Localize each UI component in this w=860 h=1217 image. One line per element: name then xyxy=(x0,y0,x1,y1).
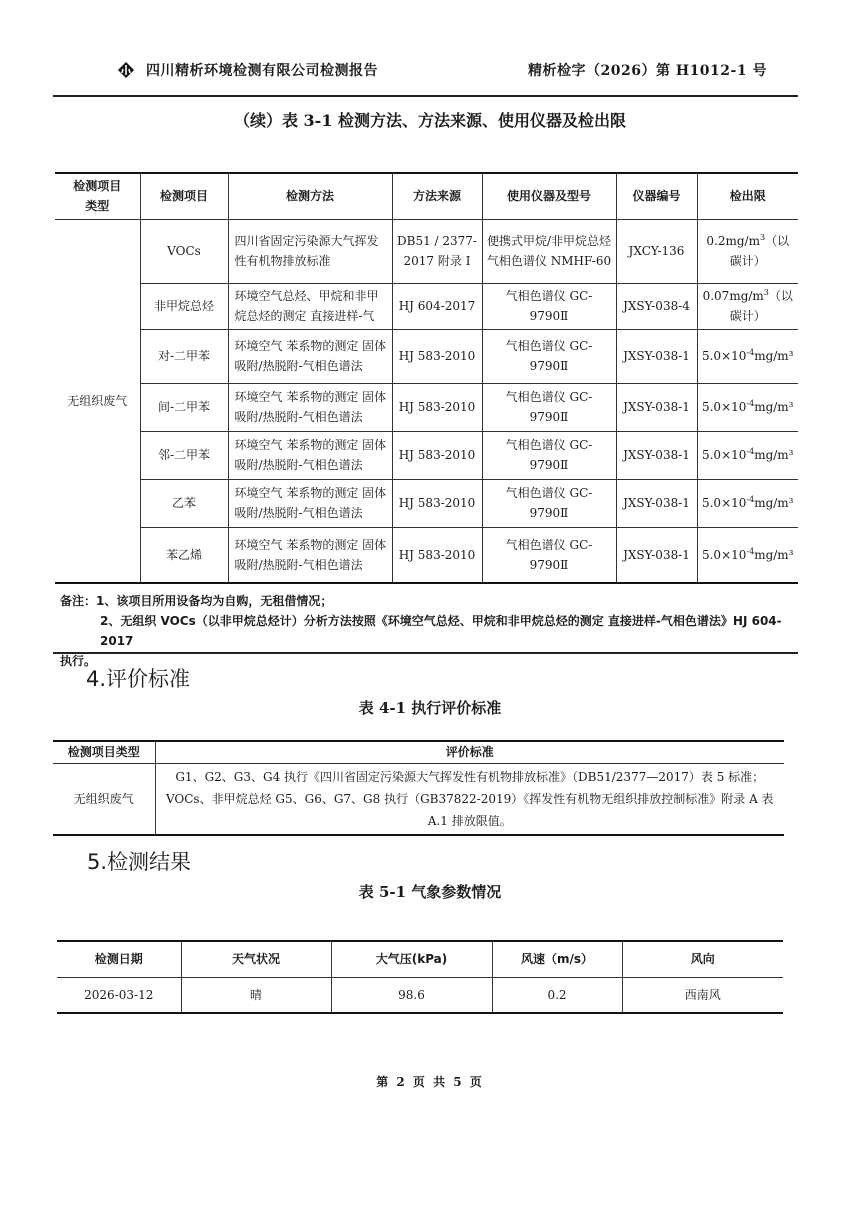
instrument-no-cell: JXSY-038-1 xyxy=(616,527,697,583)
instrument-no-cell: JXSY-038-4 xyxy=(616,283,697,329)
table-row xyxy=(55,219,798,283)
limit-exponent: -4 xyxy=(746,348,755,357)
source-cell: HJ 583-2010 xyxy=(392,329,482,383)
instrument-no-cell: JXSY-038-1 xyxy=(616,329,697,383)
table-row xyxy=(55,527,798,583)
method-cell: 环境空气总烃、甲烷和非甲烷总烃的测定 直接进样-气 xyxy=(228,283,392,329)
note-1: 备注：1、该项目所用设备均为自购，无租借情况； xyxy=(60,594,333,608)
method-cell: 环境空气 苯系物的测定 固体吸附/热脱附-气相色谱法 xyxy=(228,431,392,479)
standard-line-1: G1、G2、G3、G4 执行《四川省固定污染源大气挥发性有机物排放标准》（DB51/2377—2017）表 5 标准； xyxy=(175,769,765,784)
table-5-1 xyxy=(57,940,783,1014)
item-cell: 邻-二甲苯 xyxy=(140,431,228,479)
header-method: 检测方法 xyxy=(228,173,392,219)
instrument-cell: 气相色谱仪 GC-9790Ⅱ xyxy=(482,479,616,527)
table-4-1 xyxy=(53,740,784,836)
date-cell: 2026-03-12 xyxy=(57,977,181,1013)
header-instrument-no: 仪器编号 xyxy=(616,173,697,219)
pressure-cell: 98.6 xyxy=(331,977,492,1013)
table-4-1-title: 表 4-1 执行评价标准 xyxy=(358,699,502,717)
instrument-cell: 气相色谱仪 GC-9790Ⅱ xyxy=(482,283,616,329)
method-cell: 环境空气 苯系物的测定 固体吸附/热脱附-气相色谱法 xyxy=(228,329,392,383)
method-cell: 四川省固定污染源大气挥发性有机物排放标准 xyxy=(228,219,392,283)
limit-unit: （以碳计） xyxy=(729,234,790,268)
instrument-no-cell: JXCY-136 xyxy=(616,219,697,283)
limit-exponent: -4 xyxy=(746,447,755,456)
method-cell: 环境空气 苯系物的测定 固体吸附/热脱附-气相色谱法 xyxy=(228,479,392,527)
detection-limit-cell xyxy=(697,283,798,329)
table-row xyxy=(55,431,798,479)
method-cell: 环境空气 苯系物的测定 固体吸附/热脱附-气相色谱法 xyxy=(228,383,392,431)
table-row xyxy=(55,329,798,383)
limit-exponent: 3 xyxy=(763,288,769,297)
header-standard: 评价标准 xyxy=(155,741,784,763)
category-cell: 无组织废气 xyxy=(53,763,155,835)
table-row xyxy=(55,283,798,329)
instrument-no-cell: JXSY-038-1 xyxy=(616,479,697,527)
header-item: 检测项目 xyxy=(140,173,228,219)
source-cell: HJ 583-2010 xyxy=(392,383,482,431)
instrument-no-cell: JXSY-038-1 xyxy=(616,383,697,431)
table-5-1-title: 表 5-1 气象参数情况 xyxy=(358,883,502,901)
standard-line-2: VOCs、非甲烷总烃 G5、G6、G7、G8 执行（GB37822-2019）《挥发性有机物无组织排放控制标准》附录 A 表 A.1 排放限值。 xyxy=(165,791,774,828)
detection-limit-cell xyxy=(697,431,798,479)
detection-limit-cell xyxy=(697,329,798,383)
header-source: 方法来源 xyxy=(392,173,482,219)
header-pressure: 大气压(kPa) xyxy=(331,941,492,977)
limit-unit: mg/m³ xyxy=(754,547,794,562)
header-category: 检测项目类型 xyxy=(55,173,140,219)
header-wind-direction: 风向 xyxy=(622,941,783,977)
wind-direction-cell: 西南风 xyxy=(622,977,783,1013)
note-2-continued: 执行。 xyxy=(60,654,97,668)
table-header-row xyxy=(53,741,784,763)
source-cell: HJ 583-2010 xyxy=(392,527,482,583)
wind-speed-cell: 0.2 xyxy=(492,977,622,1013)
header-category: 检测项目类型 xyxy=(53,741,155,763)
header-date: 检测日期 xyxy=(57,941,181,977)
limit-value: 5.0×10 xyxy=(701,448,747,462)
company-logo-icon xyxy=(118,62,134,78)
table-header-row xyxy=(55,173,798,219)
item-cell: 乙苯 xyxy=(140,479,228,527)
detection-limit-cell xyxy=(697,219,798,283)
instrument-cell: 气相色谱仪 GC-9790Ⅱ xyxy=(482,527,616,583)
item-cell: VOCs xyxy=(140,219,228,283)
table-3-1 xyxy=(55,172,798,584)
limit-exponent: -4 xyxy=(746,399,755,408)
table-row xyxy=(55,383,798,431)
header-instrument: 使用仪器及型号 xyxy=(482,173,616,219)
limit-unit: mg/m³ xyxy=(754,400,794,414)
instrument-cell: 气相色谱仪 GC-9790Ⅱ xyxy=(482,431,616,479)
detection-limit-cell xyxy=(697,479,798,527)
table-row xyxy=(57,977,783,1013)
detection-limit-cell xyxy=(697,383,798,431)
header-detection-limit: 检出限 xyxy=(697,173,798,219)
source-cell: DB51 / 2377-2017 附录 I xyxy=(392,219,482,283)
item-cell: 对-二甲苯 xyxy=(140,329,228,383)
instrument-cell: 气相色谱仪 GC-9790Ⅱ xyxy=(482,329,616,383)
notes-divider xyxy=(53,652,798,654)
limit-value: 0.2mg/m xyxy=(706,234,760,248)
table-3-1-title: （续）表 3-1 检测方法、方法来源、使用仪器及检出限 xyxy=(233,111,627,130)
limit-value: 5.0×10 xyxy=(701,496,747,510)
limit-unit: mg/m³ xyxy=(754,496,794,510)
table-header-row xyxy=(57,941,783,977)
limit-value: 5.0×10 xyxy=(701,400,747,414)
report-number: 精析检字（2026）第 H1012-1 号 xyxy=(528,63,767,79)
weather-cell: 晴 xyxy=(181,977,331,1013)
limit-value: 5.0×10 xyxy=(701,349,747,363)
limit-exponent: -4 xyxy=(746,495,755,504)
header-weather: 天气状况 xyxy=(181,941,331,977)
header-wind-speed: 风速（m/s） xyxy=(492,941,622,977)
limit-exponent: 3 xyxy=(759,233,766,242)
limit-unit: （以碳计） xyxy=(729,289,793,323)
source-cell: HJ 583-2010 xyxy=(392,431,482,479)
limit-value: 5.0×10 xyxy=(701,547,747,562)
limit-unit: mg/m³ xyxy=(754,349,794,363)
item-cell: 间-二甲苯 xyxy=(140,383,228,431)
header-divider xyxy=(53,95,798,97)
item-cell: 苯乙烯 xyxy=(140,527,228,583)
item-cell: 非甲烷总烃 xyxy=(140,283,228,329)
note-2: 2、无组织 VOCs（以非甲烷总烃计）分析方法按照《环境空气总烃、甲烷和非甲烷总烃的测定 直接进样-气相色谱法》HJ 604-2017 xyxy=(100,614,782,648)
limit-unit: mg/m³ xyxy=(754,448,794,462)
category-cell: 无组织废气 xyxy=(55,219,140,583)
table-row xyxy=(55,479,798,527)
standard-cell xyxy=(155,763,784,835)
company-name: 四川精析环境检测有限公司检测报告 xyxy=(146,63,378,79)
page-number: 第 2 页 共 5 页 xyxy=(376,1075,484,1089)
limit-exponent: -4 xyxy=(746,546,755,556)
section-4-heading: 4.评价标准 xyxy=(86,667,191,691)
instrument-cell: 便携式甲烷/非甲烷总烃气相色谱仪 NMHF-60 xyxy=(482,219,616,283)
instrument-no-cell: JXSY-038-1 xyxy=(616,431,697,479)
limit-value: 0.07mg/m xyxy=(702,289,764,303)
instrument-cell: 气相色谱仪 GC-9790Ⅱ xyxy=(482,383,616,431)
source-cell: HJ 583-2010 xyxy=(392,479,482,527)
section-5-heading: 5.检测结果 xyxy=(87,850,192,874)
source-cell: HJ 604-2017 xyxy=(392,283,482,329)
table-row xyxy=(53,763,784,835)
table-notes xyxy=(60,591,800,671)
method-cell: 环境空气 苯系物的测定 固体吸附/热脱附-气相色谱法 xyxy=(228,527,392,583)
detection-limit-cell xyxy=(697,527,798,583)
